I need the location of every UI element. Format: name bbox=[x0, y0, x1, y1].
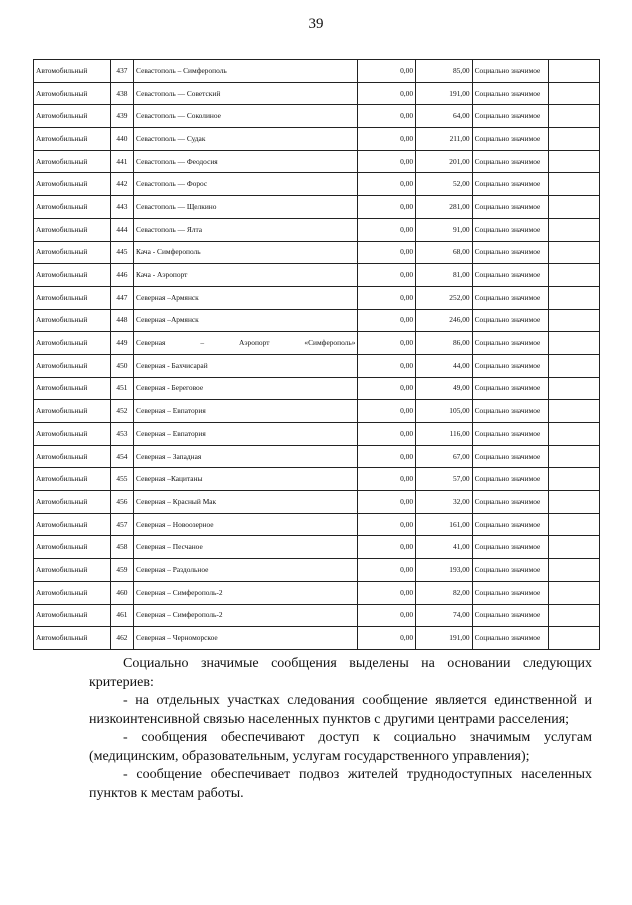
route-name: Севастополь — Феодосия bbox=[134, 150, 358, 173]
route-number: 446 bbox=[110, 264, 133, 287]
route-empty-cell bbox=[549, 536, 600, 559]
table-row bbox=[34, 604, 600, 627]
route-type: Автомобильный bbox=[34, 581, 111, 604]
route-value-a: 0,00 bbox=[358, 173, 416, 196]
route-status: Социально значимое bbox=[472, 60, 549, 83]
route-status: Социально значимое bbox=[472, 218, 549, 241]
route-name: Северная –Кацитаны bbox=[134, 468, 358, 491]
route-empty-cell bbox=[549, 82, 600, 105]
route-status: Социально значимое bbox=[472, 559, 549, 582]
route-value-a: 0,00 bbox=[358, 309, 416, 332]
route-type: Автомобильный bbox=[34, 173, 111, 196]
route-value-a: 0,00 bbox=[358, 264, 416, 287]
route-status: Социально значимое bbox=[472, 286, 549, 309]
table-row bbox=[34, 286, 600, 309]
route-name: Кача - Аэропорт bbox=[134, 264, 358, 287]
route-status: Социально значимое bbox=[472, 513, 549, 536]
route-name: Севастополь — Форос bbox=[134, 173, 358, 196]
route-number: 459 bbox=[110, 559, 133, 582]
table-row bbox=[34, 309, 600, 332]
route-status: Социально значимое bbox=[472, 581, 549, 604]
route-type: Автомобильный bbox=[34, 377, 111, 400]
route-number: 445 bbox=[110, 241, 133, 264]
route-status: Социально значимое bbox=[472, 150, 549, 173]
route-number: 441 bbox=[110, 150, 133, 173]
route-value-b: 81,00 bbox=[416, 264, 473, 287]
table-row bbox=[34, 491, 600, 514]
route-name: Северная – Черноморское bbox=[134, 627, 358, 650]
route-value-b: 82,00 bbox=[416, 581, 473, 604]
route-status: Социально значимое bbox=[472, 627, 549, 650]
route-value-b: 74,00 bbox=[416, 604, 473, 627]
route-status: Социально значимое bbox=[472, 332, 549, 355]
table-row bbox=[34, 332, 600, 355]
route-empty-cell bbox=[549, 445, 600, 468]
route-status: Социально значимое bbox=[472, 445, 549, 468]
route-value-b: 44,00 bbox=[416, 354, 473, 377]
route-number: 460 bbox=[110, 581, 133, 604]
route-value-b: 193,00 bbox=[416, 559, 473, 582]
route-type: Автомобильный bbox=[34, 60, 111, 83]
route-empty-cell bbox=[549, 150, 600, 173]
route-empty-cell bbox=[549, 128, 600, 151]
route-type: Автомобильный bbox=[34, 309, 111, 332]
route-value-b: 32,00 bbox=[416, 491, 473, 514]
route-number: 458 bbox=[110, 536, 133, 559]
route-value-a: 0,00 bbox=[358, 82, 416, 105]
route-type: Автомобильный bbox=[34, 559, 111, 582]
route-empty-cell bbox=[549, 559, 600, 582]
route-name: Севастополь — Соколиное bbox=[134, 105, 358, 128]
route-name: Северная – Песчаное bbox=[134, 536, 358, 559]
route-type: Автомобильный bbox=[34, 445, 111, 468]
route-number: 438 bbox=[110, 82, 133, 105]
route-value-b: 116,00 bbox=[416, 423, 473, 446]
route-value-a: 0,00 bbox=[358, 332, 416, 355]
route-empty-cell bbox=[549, 354, 600, 377]
route-value-b: 86,00 bbox=[416, 332, 473, 355]
route-empty-cell bbox=[549, 581, 600, 604]
route-number: 449 bbox=[110, 332, 133, 355]
route-type: Автомобильный bbox=[34, 82, 111, 105]
route-value-a: 0,00 bbox=[358, 491, 416, 514]
route-name: Северная – Раздольное bbox=[134, 559, 358, 582]
route-name: Северная –Армянск bbox=[134, 286, 358, 309]
route-value-a: 0,00 bbox=[358, 354, 416, 377]
route-value-a: 0,00 bbox=[358, 241, 416, 264]
route-empty-cell bbox=[549, 173, 600, 196]
route-number: 453 bbox=[110, 423, 133, 446]
route-value-b: 49,00 bbox=[416, 377, 473, 400]
route-name: Севастополь — Щелкино bbox=[134, 196, 358, 219]
route-value-a: 0,00 bbox=[358, 513, 416, 536]
route-status: Социально значимое bbox=[472, 400, 549, 423]
route-value-b: 41,00 bbox=[416, 536, 473, 559]
route-name: Севастополь – Симферополь bbox=[134, 60, 358, 83]
route-value-a: 0,00 bbox=[358, 400, 416, 423]
criteria-item-2: - сообщения обеспечивают доступ к социально значимым услугам (медицинским, образовательным, услугам государственного управления); bbox=[89, 730, 592, 764]
route-type: Автомобильный bbox=[34, 513, 111, 536]
route-name: Северная –Армянск bbox=[134, 309, 358, 332]
route-number: 444 bbox=[110, 218, 133, 241]
route-status: Социально значимое bbox=[472, 264, 549, 287]
route-value-a: 0,00 bbox=[358, 60, 416, 83]
table-row bbox=[34, 513, 600, 536]
route-name: Севастополь — Судак bbox=[134, 128, 358, 151]
table-row bbox=[34, 105, 600, 128]
route-name: Северная - Бахчисарай bbox=[134, 354, 358, 377]
route-status: Социально значимое bbox=[472, 173, 549, 196]
route-value-a: 0,00 bbox=[358, 196, 416, 219]
route-value-b: 67,00 bbox=[416, 445, 473, 468]
route-value-b: 281,00 bbox=[416, 196, 473, 219]
route-value-b: 68,00 bbox=[416, 241, 473, 264]
table-row bbox=[34, 82, 600, 105]
table-row bbox=[34, 377, 600, 400]
table-row bbox=[34, 627, 600, 650]
routes-table bbox=[33, 59, 600, 650]
route-type: Автомобильный bbox=[34, 264, 111, 287]
route-value-a: 0,00 bbox=[358, 286, 416, 309]
table-row bbox=[34, 264, 600, 287]
route-empty-cell bbox=[549, 105, 600, 128]
route-number: 437 bbox=[110, 60, 133, 83]
route-name: Севастополь — Ялта bbox=[134, 218, 358, 241]
route-empty-cell bbox=[549, 309, 600, 332]
route-value-b: 105,00 bbox=[416, 400, 473, 423]
route-status: Социально значимое bbox=[472, 491, 549, 514]
table-row bbox=[34, 60, 600, 83]
route-name: Северная – Симферополь-2 bbox=[134, 581, 358, 604]
route-type: Автомобильный bbox=[34, 468, 111, 491]
route-value-b: 161,00 bbox=[416, 513, 473, 536]
route-empty-cell bbox=[549, 423, 600, 446]
route-number: 450 bbox=[110, 354, 133, 377]
route-value-a: 0,00 bbox=[358, 377, 416, 400]
route-type: Автомобильный bbox=[34, 536, 111, 559]
route-status: Социально значимое bbox=[472, 309, 549, 332]
route-value-b: 57,00 bbox=[416, 468, 473, 491]
route-type: Автомобильный bbox=[34, 150, 111, 173]
table-row bbox=[34, 128, 600, 151]
table-row bbox=[34, 354, 600, 377]
route-name: Северная – Красный Мак bbox=[134, 491, 358, 514]
route-number: 442 bbox=[110, 173, 133, 196]
route-type: Автомобильный bbox=[34, 105, 111, 128]
route-value-b: 211,00 bbox=[416, 128, 473, 151]
route-type: Автомобильный bbox=[34, 241, 111, 264]
table-row bbox=[34, 150, 600, 173]
table-row bbox=[34, 241, 600, 264]
route-value-a: 0,00 bbox=[358, 536, 416, 559]
table-row bbox=[34, 468, 600, 491]
table-row bbox=[34, 173, 600, 196]
route-value-a: 0,00 bbox=[358, 218, 416, 241]
route-name: Северная – Евпатория bbox=[134, 400, 358, 423]
route-status: Социально значимое bbox=[472, 468, 549, 491]
route-number: 461 bbox=[110, 604, 133, 627]
route-value-a: 0,00 bbox=[358, 468, 416, 491]
route-type: Автомобильный bbox=[34, 286, 111, 309]
route-type: Автомобильный bbox=[34, 196, 111, 219]
route-name: Северная - Береговое bbox=[134, 377, 358, 400]
route-number: 448 bbox=[110, 309, 133, 332]
table-row bbox=[34, 423, 600, 446]
route-number: 454 bbox=[110, 445, 133, 468]
route-value-b: 91,00 bbox=[416, 218, 473, 241]
route-empty-cell bbox=[549, 513, 600, 536]
table-row bbox=[34, 559, 600, 582]
route-type: Автомобильный bbox=[34, 128, 111, 151]
route-type: Автомобильный bbox=[34, 627, 111, 650]
route-value-b: 85,00 bbox=[416, 60, 473, 83]
route-value-a: 0,00 bbox=[358, 423, 416, 446]
table-row bbox=[34, 445, 600, 468]
route-status: Социально значимое bbox=[472, 423, 549, 446]
route-value-a: 0,00 bbox=[358, 604, 416, 627]
route-value-a: 0,00 bbox=[358, 581, 416, 604]
route-status: Социально значимое bbox=[472, 128, 549, 151]
route-type: Автомобильный bbox=[34, 491, 111, 514]
route-value-a: 0,00 bbox=[358, 445, 416, 468]
route-empty-cell bbox=[549, 196, 600, 219]
route-status: Социально значимое bbox=[472, 82, 549, 105]
route-number: 462 bbox=[110, 627, 133, 650]
route-empty-cell bbox=[549, 264, 600, 287]
route-value-b: 52,00 bbox=[416, 173, 473, 196]
route-number: 452 bbox=[110, 400, 133, 423]
route-empty-cell bbox=[549, 491, 600, 514]
table-row bbox=[34, 218, 600, 241]
route-status: Социально значимое bbox=[472, 196, 549, 219]
criteria-intro: Социально значимые сообщения выделены на основании следующих критериев: bbox=[89, 656, 592, 690]
route-empty-cell bbox=[549, 604, 600, 627]
route-status: Социально значимое bbox=[472, 354, 549, 377]
route-value-b: 191,00 bbox=[416, 82, 473, 105]
criteria-item-3: - сообщение обеспечивает подвоз жителей труднодоступных населенных пунктов к местам работы. bbox=[89, 767, 592, 801]
route-type: Автомобильный bbox=[34, 354, 111, 377]
route-status: Социально значимое bbox=[472, 604, 549, 627]
route-name: Северная – Симферополь-2 bbox=[134, 604, 358, 627]
route-name: Северная – Новоозерное bbox=[134, 513, 358, 536]
route-empty-cell bbox=[549, 377, 600, 400]
table-row bbox=[34, 400, 600, 423]
route-value-a: 0,00 bbox=[358, 559, 416, 582]
route-empty-cell bbox=[549, 468, 600, 491]
route-type: Автомобильный bbox=[34, 604, 111, 627]
route-status: Социально значимое bbox=[472, 536, 549, 559]
route-empty-cell bbox=[549, 400, 600, 423]
route-name: Северная – Западная bbox=[134, 445, 358, 468]
route-type: Автомобильный bbox=[34, 423, 111, 446]
table-row bbox=[34, 196, 600, 219]
route-type: Автомобильный bbox=[34, 400, 111, 423]
route-name: Кача - Симферополь bbox=[134, 241, 358, 264]
route-type: Автомобильный bbox=[34, 332, 111, 355]
route-name: Севастополь — Советский bbox=[134, 82, 358, 105]
route-value-a: 0,00 bbox=[358, 105, 416, 128]
route-status: Социально значимое bbox=[472, 105, 549, 128]
route-empty-cell bbox=[549, 286, 600, 309]
table-row bbox=[34, 536, 600, 559]
route-value-b: 191,00 bbox=[416, 627, 473, 650]
route-empty-cell bbox=[549, 627, 600, 650]
route-value-b: 246,00 bbox=[416, 309, 473, 332]
route-number: 456 bbox=[110, 491, 133, 514]
routes-table-body bbox=[34, 60, 600, 650]
route-value-b: 201,00 bbox=[416, 150, 473, 173]
route-status: Социально значимое bbox=[472, 241, 549, 264]
route-number: 457 bbox=[110, 513, 133, 536]
route-empty-cell bbox=[549, 60, 600, 83]
route-empty-cell bbox=[549, 332, 600, 355]
route-value-b: 64,00 bbox=[416, 105, 473, 128]
criteria-text bbox=[89, 655, 592, 803]
table-row bbox=[34, 581, 600, 604]
criteria-item-1: - на отдельных участках следования сообщение является единственной и низкоинтенсивной связью населенных пунктов с другими центрами расселения; bbox=[89, 693, 592, 727]
route-empty-cell bbox=[549, 241, 600, 264]
route-value-b: 252,00 bbox=[416, 286, 473, 309]
route-value-a: 0,00 bbox=[358, 128, 416, 151]
route-value-a: 0,00 bbox=[358, 150, 416, 173]
route-number: 443 bbox=[110, 196, 133, 219]
route-number: 447 bbox=[110, 286, 133, 309]
route-name: Северная – Аэропорт «Симферополь» bbox=[134, 332, 358, 355]
route-type: Автомобильный bbox=[34, 218, 111, 241]
page-number: 39 bbox=[308, 16, 324, 32]
route-number: 439 bbox=[110, 105, 133, 128]
route-status: Социально значимое bbox=[472, 377, 549, 400]
route-empty-cell bbox=[549, 218, 600, 241]
route-number: 440 bbox=[110, 128, 133, 151]
route-number: 455 bbox=[110, 468, 133, 491]
route-value-a: 0,00 bbox=[358, 627, 416, 650]
route-name: Северная – Евпатория bbox=[134, 423, 358, 446]
route-number: 451 bbox=[110, 377, 133, 400]
